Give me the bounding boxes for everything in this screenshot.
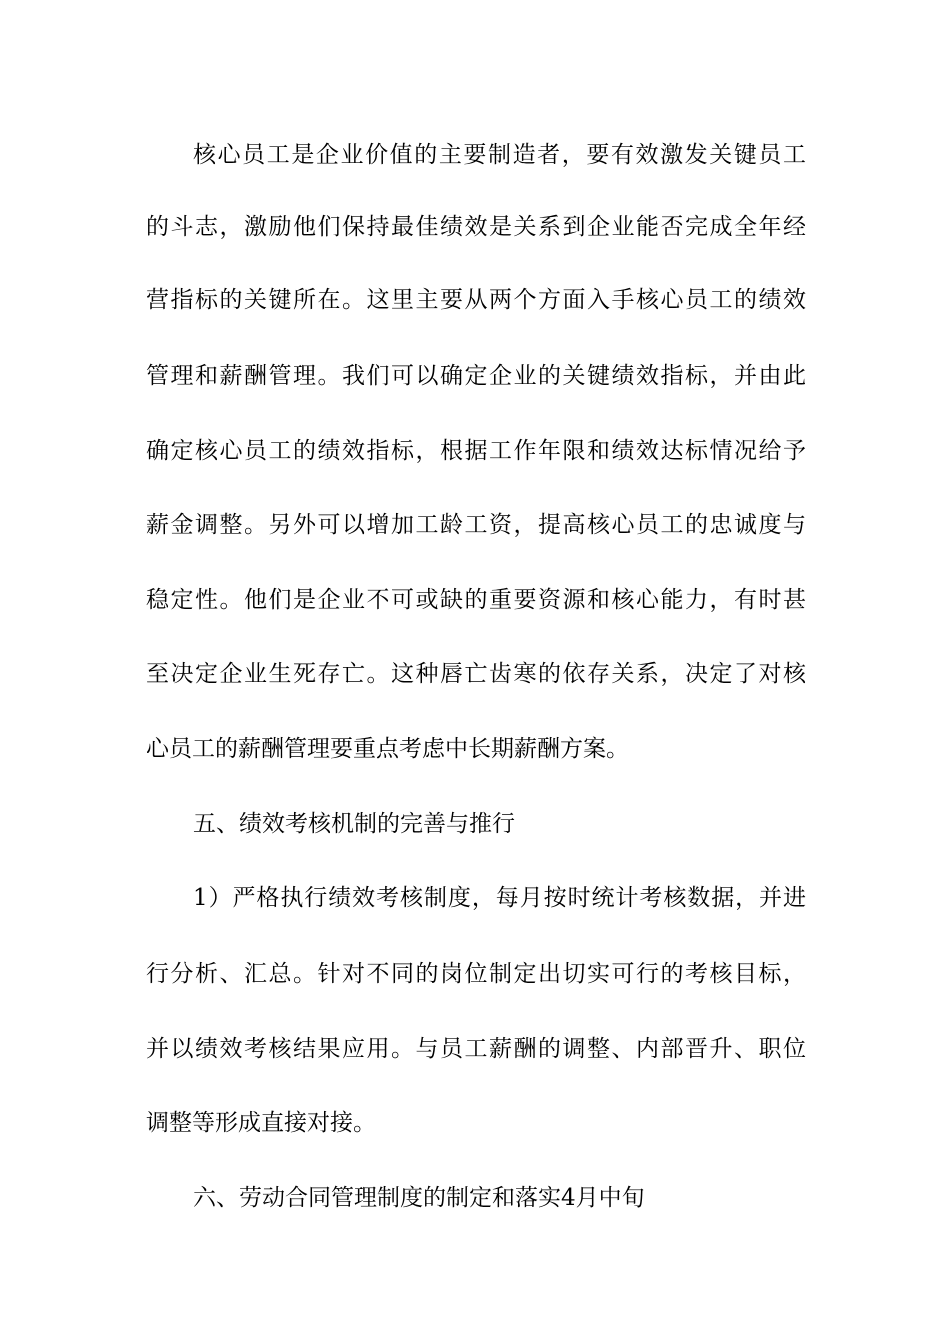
text-line: 行分析、汇总。针对不同的岗位制定出切实可行的考核目标， [146, 961, 806, 987]
text-line: 调整等形成直接对接。 [146, 1110, 376, 1136]
text-line: 薪金调整。另外可以增加工龄工资，提高核心员工的忠诚度与 [146, 512, 806, 538]
text-line: 管理和薪酬管理。我们可以确定企业的关键绩效指标，并由此 [146, 363, 806, 389]
text-line: 心员工的薪酬管理要重点考虑中长期薪酬方案。 [146, 736, 629, 762]
text-line: 核心员工是企业价值的主要制造者，要有效激发关键员工 [193, 142, 806, 168]
section-heading: 六、劳动合同管理制度的制定和落实4月中旬 [193, 1185, 645, 1211]
text-line: 1）严格执行绩效考核制度，每月按时统计考核数据，并进 [193, 885, 806, 911]
text-line: 营指标的关键所在。这里主要从两个方面入手核心员工的绩效 [146, 287, 806, 313]
section-heading: 五、绩效考核机制的完善与推行 [193, 811, 515, 837]
text-line: 并以绩效考核结果应用。与员工薪酬的调整、内部晋升、职位 [146, 1036, 806, 1062]
text-line: 至决定企业生死存亡。这种唇亡齿寒的依存关系，决定了对核 [146, 661, 806, 687]
text-line: 的斗志，激励他们保持最佳绩效是关系到企业能否完成全年经 [146, 214, 806, 240]
text-line: 确定核心员工的绩效指标，根据工作年限和绩效达标情况给予 [146, 438, 806, 464]
text-line: 稳定性。他们是企业不可或缺的重要资源和核心能力，有时甚 [146, 587, 806, 613]
